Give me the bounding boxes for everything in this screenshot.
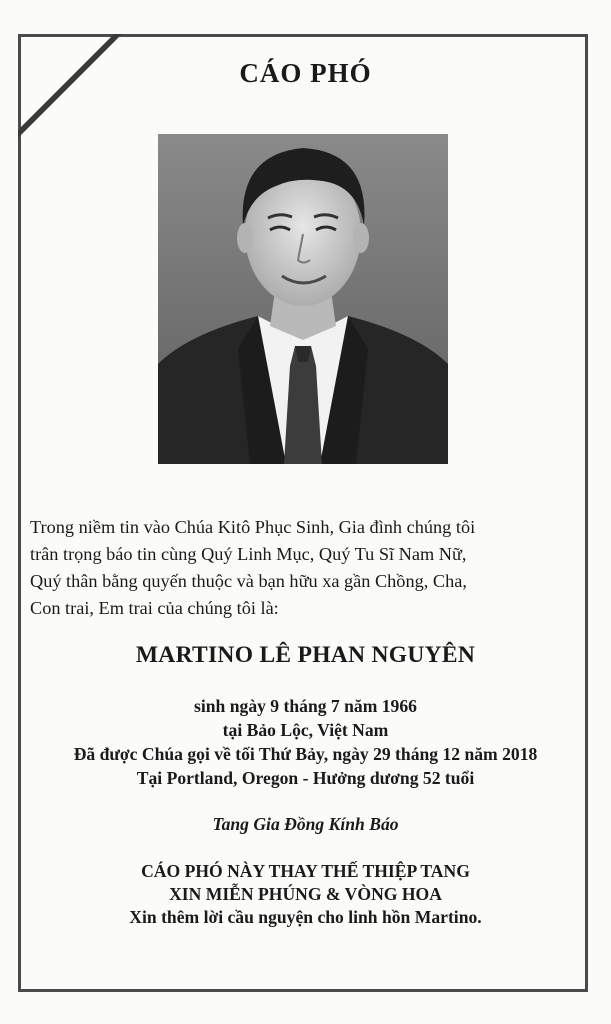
intro-line: trân trọng báo tin cùng Quý Linh Mục, Quý Tu Sĩ Nam Nữ, [30,544,467,564]
death-date: Đã được Chúa gọi về tối Thứ Bảy, ngày 29 tháng 12 năm 2018 [73,744,538,764]
portrait-photo [158,134,448,464]
page-title: CÁO PHÓ [239,58,372,88]
intro-line: Quý thân bằng quyến thuộc và bạn hữu xa gần Chồng, Cha, [30,571,467,591]
funeral-notice [0,860,611,929]
announcement-paragraph [30,514,586,622]
family-signature: Tang Gia Đồng Kính Báo [212,814,399,834]
death-place-age: Tại Portland, Oregon - Hưởng dương 52 tuổi [136,768,475,788]
notice-line: XIN MIỄN PHÚNG & VÒNG HOA [169,884,442,904]
birth-date: sinh ngày 9 tháng 7 năm 1966 [194,696,417,716]
intro-line: Trong niềm tin vào Chúa Kitô Phục Sinh, Gia đình chúng tôi [30,517,476,537]
birth-place: tại Bảo Lộc, Việt Nam [222,720,389,740]
notice-line: CÁO PHÓ NÀY THAY THẾ THIỆP TANG [141,861,470,881]
intro-line: Con trai, Em trai của chúng tôi là: [30,598,279,618]
deceased-name: MARTINO LÊ PHAN NGUYÊN [135,642,476,668]
notice-line: Xin thêm lời cầu nguyện cho linh hồn Martino. [129,907,482,927]
life-details [0,694,611,790]
mourning-ribbon-icon [18,34,128,144]
